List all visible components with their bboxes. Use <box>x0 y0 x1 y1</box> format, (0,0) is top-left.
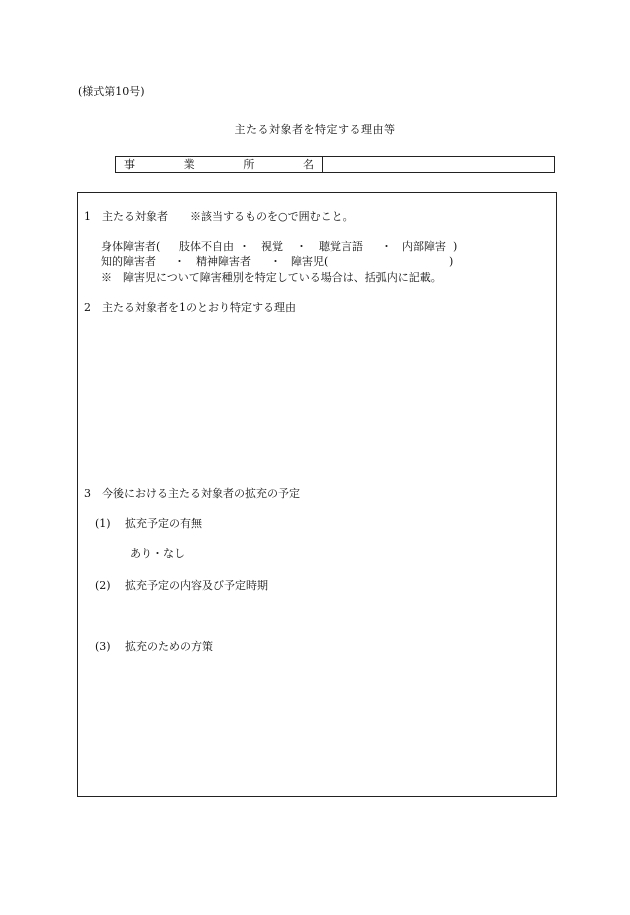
sub1-label: 拡充予定の有無 <box>125 517 202 530</box>
business-name-field[interactable] <box>323 157 554 172</box>
option-physical-hearing[interactable]: 聴覚言語 <box>319 240 363 253</box>
sub3-label: 拡充のための方策 <box>125 640 213 653</box>
sub3-number: (3) <box>95 640 111 653</box>
business-label-char: 事 <box>124 158 135 171</box>
business-name-table <box>115 156 555 173</box>
sub2-label: 拡充予定の内容及び予定時期 <box>125 579 268 592</box>
option-physical-vision[interactable]: 視覚 <box>261 240 283 253</box>
expansion-yes-no-answer[interactable]: あり・なし <box>130 547 185 560</box>
option-physical-limb[interactable]: 肢体不自由 <box>179 240 234 253</box>
section2-heading: 2 主たる対象者を1のとおり特定する理由 <box>84 301 296 314</box>
section1-heading: 1 主たる対象者 ※該当するものを○で囲むこと。 <box>84 210 354 223</box>
sub1-number: (1) <box>95 517 111 530</box>
business-label-char: 所 <box>243 158 255 171</box>
separator: ・ <box>296 240 307 253</box>
document-title: 主たる対象者を特定する理由等 <box>234 123 396 136</box>
section1-row1-suffix: ) <box>453 240 458 253</box>
section1-row2-suffix: ) <box>449 255 454 268</box>
section3-heading: 3 今後における主たる対象者の拡充の予定 <box>84 487 300 500</box>
option-child[interactable]: 障害児( <box>291 255 329 268</box>
business-name-label <box>116 157 323 172</box>
separator: ・ <box>381 240 392 253</box>
option-mental[interactable]: 精神障害者 <box>196 255 251 268</box>
section1-row1-prefix: 身体障害者( <box>101 240 161 253</box>
form-number: (様式第10号) <box>78 85 145 98</box>
option-physical-internal[interactable]: 内部障害 <box>402 240 446 253</box>
separator: ・ <box>174 255 185 268</box>
sub2-number: (2) <box>95 579 111 592</box>
separator: ・ <box>270 255 281 268</box>
business-label-char: 名 <box>302 158 314 171</box>
business-label-char: 業 <box>183 158 195 171</box>
section1-note: ※ 障害児について障害種別を特定している場合は、括弧内に記載。 <box>101 271 442 284</box>
separator: ・ <box>239 240 250 253</box>
option-intellectual[interactable]: 知的障害者 <box>101 255 156 268</box>
